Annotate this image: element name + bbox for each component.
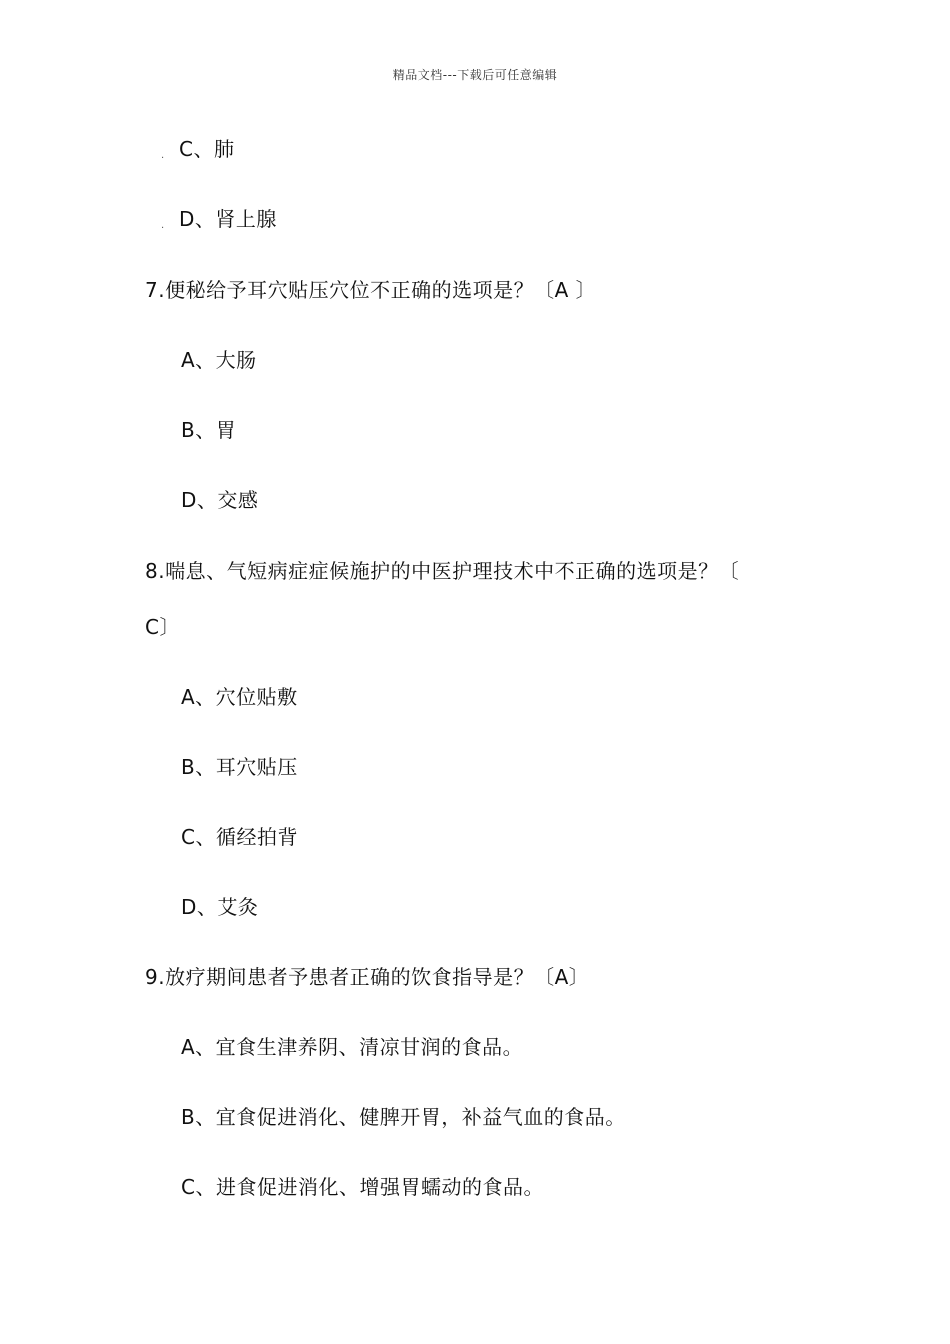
question-stem-continuation: C〕 — [145, 615, 180, 639]
option-item: C、进食促进消化、增强胃蠕动的食品。 — [181, 1175, 544, 1199]
page-header: 精品文档---下载后可任意编辑 — [392, 68, 558, 82]
option-item: B、宜食促进消化、健脾开胃，补益气血的食品。 — [181, 1105, 626, 1129]
bullet-mark: . — [161, 150, 165, 161]
question-stem: 7.便秘给予耳穴贴压穴位不正确的选项是？〔A 〕 — [145, 278, 597, 302]
option-item: B、耳穴贴压 — [181, 755, 298, 779]
option-item: D、艾灸 — [181, 895, 259, 919]
option-item: C、肺 — [179, 137, 235, 161]
option-item: B、胃 — [181, 418, 237, 442]
option-item: A、穴位贴敷 — [181, 685, 298, 709]
option-item: D、肾上腺 — [179, 207, 277, 231]
question-stem: 8.喘息、气短病症症候施护的中医护理技术中不正确的选项是？〔 — [145, 559, 740, 583]
option-item: A、大肠 — [181, 348, 257, 372]
bullet-mark: . — [161, 220, 165, 231]
option-item: C、循经拍背 — [181, 825, 298, 849]
option-item: D、交感 — [181, 488, 259, 512]
option-item: A、宜食生津养阴、清凉甘润的食品。 — [181, 1035, 524, 1059]
question-stem: 9.放疗期间患者予患者正确的饮食指导是？〔A〕 — [145, 965, 590, 989]
